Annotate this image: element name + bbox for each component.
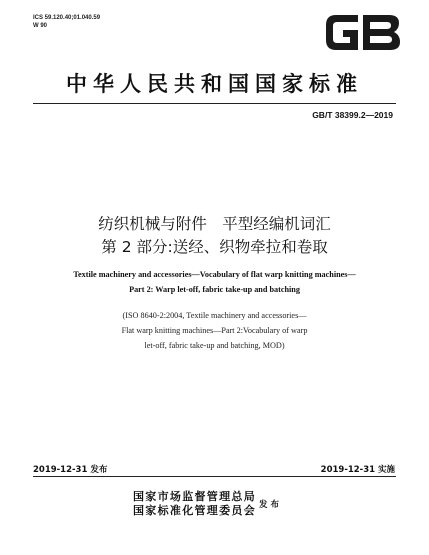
iso-reference-line-1: (ISO 8640-2:2004, Textile machinery and accessories— xyxy=(122,311,307,320)
chinese-title-line-2: 第 2 部分:送经、织物牵拉和卷取 xyxy=(101,238,328,256)
gb-logo-icon xyxy=(322,11,404,54)
issuing-authorities xyxy=(133,490,256,518)
footer-divider xyxy=(33,476,396,477)
ccs-code: W 90 xyxy=(33,23,48,29)
standard-number: GB/T 38399.2—2019 xyxy=(312,110,393,120)
publish-label: 发布 xyxy=(259,500,283,510)
iso-reference-line-3: let-off, fabric take-up and batching, MOD) xyxy=(144,341,285,350)
chinese-title-line-1: 纺织机械与附件 平型经编机词汇 xyxy=(98,215,331,233)
iso-reference-line-2: Flat warp knitting machines—Part 2:Vocabulary of warp xyxy=(121,326,308,335)
classification-codes xyxy=(33,14,100,30)
issuer-line-2: 国家标准化管理委员会 xyxy=(133,504,256,517)
english-title-line-2: Part 2: Warp let-off, fabric take-up and batching xyxy=(129,285,300,294)
issue-date: 2019-12-31 发布 xyxy=(33,465,108,475)
implementation-date: 2019-12-31 实施 xyxy=(320,465,395,475)
english-title-line-1: Textile machinery and accessories—Vocabulary of flat warp knitting machines— xyxy=(73,270,356,279)
issuer-line-1: 国家市场监督管理总局 xyxy=(133,490,256,503)
national-standard-title: 中华人民共和国国家标准 xyxy=(66,72,363,96)
header-divider xyxy=(33,103,396,104)
ics-code: ICS 59.120.40;01.040.59 xyxy=(33,15,101,21)
